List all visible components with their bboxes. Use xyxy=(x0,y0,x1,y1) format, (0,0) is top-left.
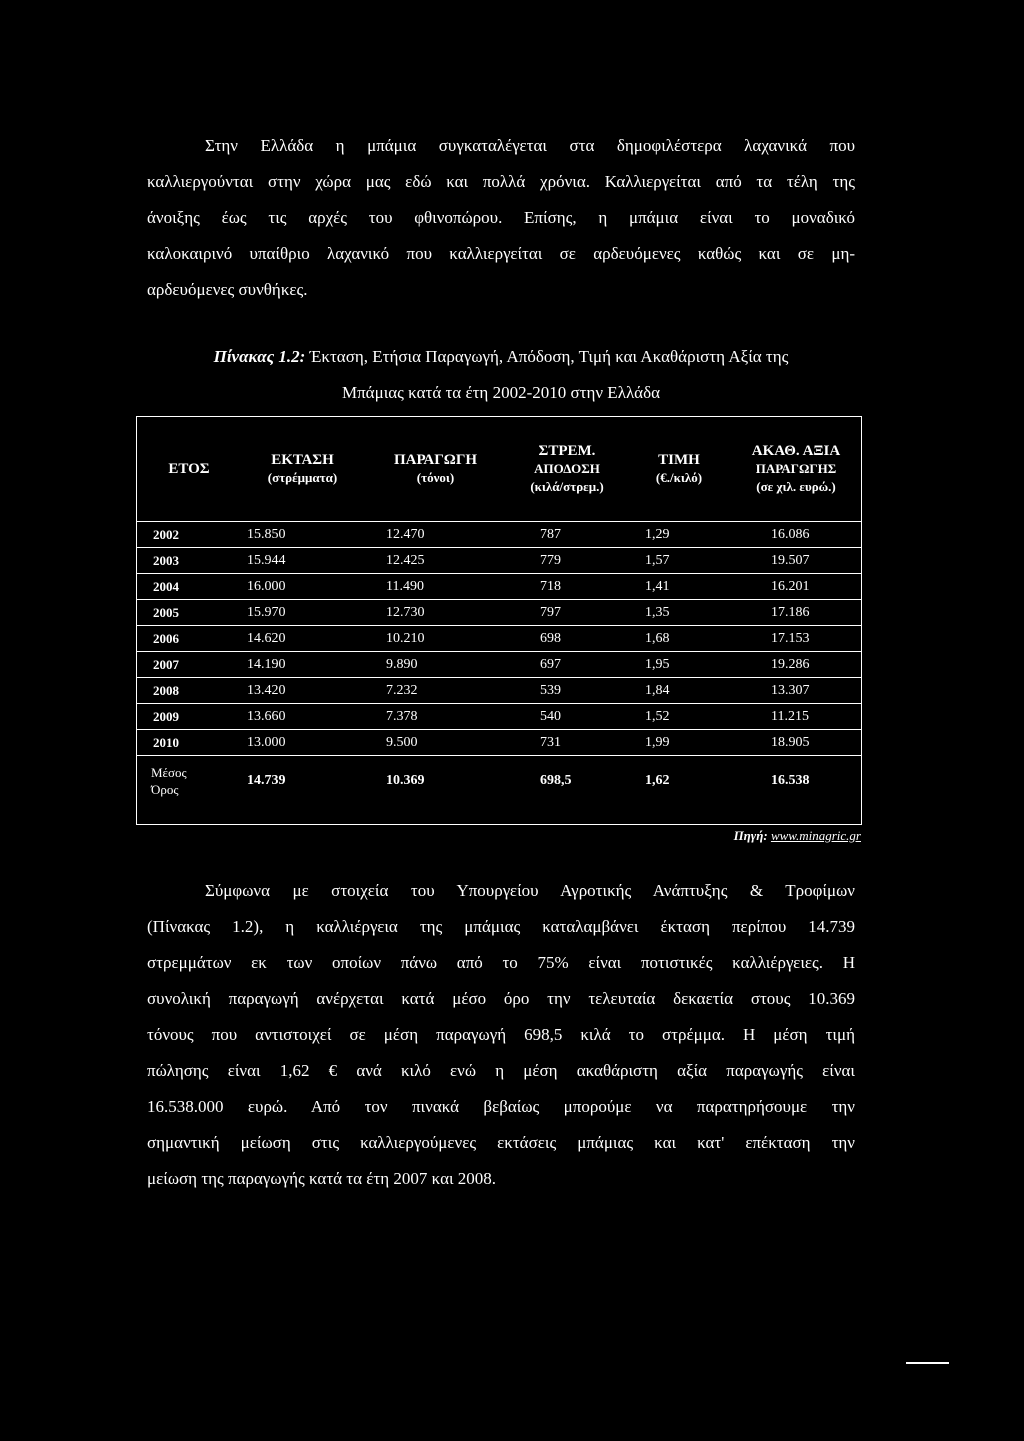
average-label-text: Μέσος xyxy=(151,765,187,780)
column-header-text: ΕΤΟΣ xyxy=(168,461,210,477)
value-cell: 12.470 xyxy=(364,522,507,548)
value-cell: 16.086 xyxy=(731,522,861,548)
source-label: Πηγή: xyxy=(733,828,768,843)
value-cell: 19.286 xyxy=(731,652,861,678)
average-row xyxy=(137,756,861,807)
column-header-text: ΕΚΤΑΣΗ xyxy=(271,452,334,468)
column-header xyxy=(507,417,627,522)
table-header-row xyxy=(137,417,861,522)
value-cell: 1,99 xyxy=(627,730,731,756)
average-value-cell: 1,62 xyxy=(645,773,670,788)
table-caption xyxy=(147,339,855,375)
table-caption-line2: Μπάμιας κατά τα έτη 2002-2010 στην Ελλάδα xyxy=(341,383,661,402)
body-line: (Πίνακας 1.2), η καλλιέργεια της μπάμιας καταλαμβάνει έκταση περίπου 14.739 xyxy=(147,917,855,936)
year-cell: 2008 xyxy=(137,678,241,704)
value-cell: 15.970 xyxy=(241,600,364,626)
value-cell: 17.153 xyxy=(731,626,861,652)
year-cell: 2003 xyxy=(137,548,241,574)
column-header xyxy=(137,417,241,522)
table-row xyxy=(137,704,861,730)
table-caption-text: Έκταση, Ετήσια Παραγωγή, Απόδοση, Τιμή και Ακαθάριστη Αξία της xyxy=(309,347,789,366)
value-cell: 7.378 xyxy=(364,704,507,730)
year-cell: 2007 xyxy=(137,652,241,678)
column-header-text: ΑΠΟΔΟΣΗ xyxy=(534,461,600,476)
value-cell: 11.215 xyxy=(731,704,861,730)
body-line: στρεμμάτων εκ των οποίων πάνω από το 75% είναι ποτιστικές καλλιέργειες. Η xyxy=(147,953,855,972)
data-table xyxy=(136,416,862,825)
value-cell: 13.660 xyxy=(241,704,364,730)
value-cell: 697 xyxy=(507,652,627,678)
column-header-text: (στρέμματα) xyxy=(267,470,338,485)
body-paragraph xyxy=(147,873,855,1197)
value-cell: 15.944 xyxy=(241,548,364,574)
intro-paragraph xyxy=(147,128,855,308)
value-cell: 18.905 xyxy=(731,730,861,756)
year-cell: 2006 xyxy=(137,626,241,652)
intro-line: Στην Ελλάδα η μπάμια συγκαταλέγεται στα δημοφιλέστερα λαχανικά που xyxy=(205,136,855,155)
table-row xyxy=(137,548,861,574)
value-cell: 731 xyxy=(507,730,627,756)
table-row xyxy=(137,522,861,548)
table-source xyxy=(734,828,861,844)
column-header-text: ΠΑΡΑΓΩΓΗ xyxy=(393,452,478,468)
value-cell: 698 xyxy=(507,626,627,652)
value-cell: 17.186 xyxy=(731,600,861,626)
value-cell: 1,41 xyxy=(627,574,731,600)
column-header-text: ΑΚΑΘ. ΑΞΙΑ xyxy=(751,443,841,459)
value-cell: 7.232 xyxy=(364,678,507,704)
value-cell: 13.420 xyxy=(241,678,364,704)
table-row xyxy=(137,652,861,678)
value-cell: 15.850 xyxy=(241,522,364,548)
body-line: Σύμφωνα με στοιχεία του Υπουργείου Αγροτικής Ανάπτυξης & Τροφίμων xyxy=(205,881,855,900)
year-cell: 2010 xyxy=(137,730,241,756)
value-cell: 11.490 xyxy=(364,574,507,600)
value-cell: 1,29 xyxy=(627,522,731,548)
column-header-text: (σε χιλ. ευρώ.) xyxy=(756,479,836,494)
body-line: 16.538.000 ευρώ. Από τον πινακά βεβαίως μπορούμε να παρατηρήσουμε την xyxy=(147,1097,855,1116)
value-cell: 16.000 xyxy=(241,574,364,600)
value-cell: 779 xyxy=(507,548,627,574)
average-value-cell: 16.538 xyxy=(771,773,810,788)
intro-line: άνοιξης έως τις αρχές του φθινοπώρου. Επίσης, η μπάμια είναι το μοναδικό xyxy=(147,208,855,227)
table-row xyxy=(137,574,861,600)
page-footer-rule xyxy=(906,1362,949,1364)
table-row xyxy=(137,626,861,652)
value-cell: 540 xyxy=(507,704,627,730)
value-cell: 10.210 xyxy=(364,626,507,652)
column-header xyxy=(731,417,861,522)
column-header-text: ΠΑΡΑΓΩΓΗΣ xyxy=(755,461,837,476)
column-header-text: ΣΤΡΕΜ. xyxy=(538,443,596,459)
value-cell: 12.425 xyxy=(364,548,507,574)
value-cell: 787 xyxy=(507,522,627,548)
average-label xyxy=(137,756,241,807)
value-cell: 797 xyxy=(507,600,627,626)
body-line: συνολική παραγωγή ανέρχεται κατά μέσο όρο την τελευταία δεκαετία στους 10.369 xyxy=(147,989,855,1008)
value-cell: 1,52 xyxy=(627,704,731,730)
column-header xyxy=(627,417,731,522)
value-cell: 9.890 xyxy=(364,652,507,678)
body-line: μείωση της παραγωγής κατά τα έτη 2007 και 2008. xyxy=(147,1169,497,1188)
intro-line: καλλιεργούνται στην χώρα μας εδώ και πολλά χρόνια. Καλλιεργείται από τα τέλη της xyxy=(147,172,855,191)
body-line: σημαντική μείωση στις καλλιεργούμενες εκτάσεις μπάμιας και κατ' επέκταση την xyxy=(147,1133,855,1152)
intro-line: καλοκαιρινό υπαίθριο λαχανικό που καλλιεργείται σε αρδευόμενες καθώς και σε μη- xyxy=(147,244,855,263)
value-cell: 1,68 xyxy=(627,626,731,652)
table-row xyxy=(137,678,861,704)
value-cell: 13.000 xyxy=(241,730,364,756)
table-caption-label: Πίνακας 1.2: xyxy=(213,347,306,366)
value-cell: 9.500 xyxy=(364,730,507,756)
column-header xyxy=(364,417,507,522)
table-row xyxy=(137,730,861,756)
table-row xyxy=(137,600,861,626)
year-cell: 2004 xyxy=(137,574,241,600)
year-cell: 2005 xyxy=(137,600,241,626)
average-value-cell: 10.369 xyxy=(386,773,425,788)
value-cell: 1,84 xyxy=(627,678,731,704)
value-cell: 13.307 xyxy=(731,678,861,704)
source-link[interactable]: www.minagric.gr xyxy=(770,828,861,843)
value-cell: 14.620 xyxy=(241,626,364,652)
column-header xyxy=(241,417,364,522)
column-header-text: (τόνοι) xyxy=(416,470,455,485)
average-label-text: Όρος xyxy=(151,782,179,797)
body-line: πώλησης είναι 1,62 € ανά κιλό ενώ η μέση ακαθάριστη αξία παραγωγής είναι xyxy=(147,1061,855,1080)
value-cell: 718 xyxy=(507,574,627,600)
average-value-cell: 14.739 xyxy=(247,773,286,788)
year-cell: 2009 xyxy=(137,704,241,730)
value-cell: 539 xyxy=(507,678,627,704)
year-cell: 2002 xyxy=(137,522,241,548)
value-cell: 1,57 xyxy=(627,548,731,574)
value-cell: 1,35 xyxy=(627,600,731,626)
value-cell: 12.730 xyxy=(364,600,507,626)
column-header-text: ΤΙΜΗ xyxy=(658,452,700,468)
average-value-cell: 698,5 xyxy=(540,773,572,788)
value-cell: 16.201 xyxy=(731,574,861,600)
intro-line: αρδευόμενες συνθήκες. xyxy=(147,280,308,299)
body-line: τόνους που αντιστοιχεί σε μέση παραγωγή 698,5 κιλά το στρέμμα. Η μέση τιμή xyxy=(147,1025,855,1044)
value-cell: 19.507 xyxy=(731,548,861,574)
column-header-text: (€./κιλό) xyxy=(655,470,703,485)
column-header-text: (κιλά/στρεμ.) xyxy=(530,479,604,494)
value-cell: 14.190 xyxy=(241,652,364,678)
value-cell: 1,95 xyxy=(627,652,731,678)
